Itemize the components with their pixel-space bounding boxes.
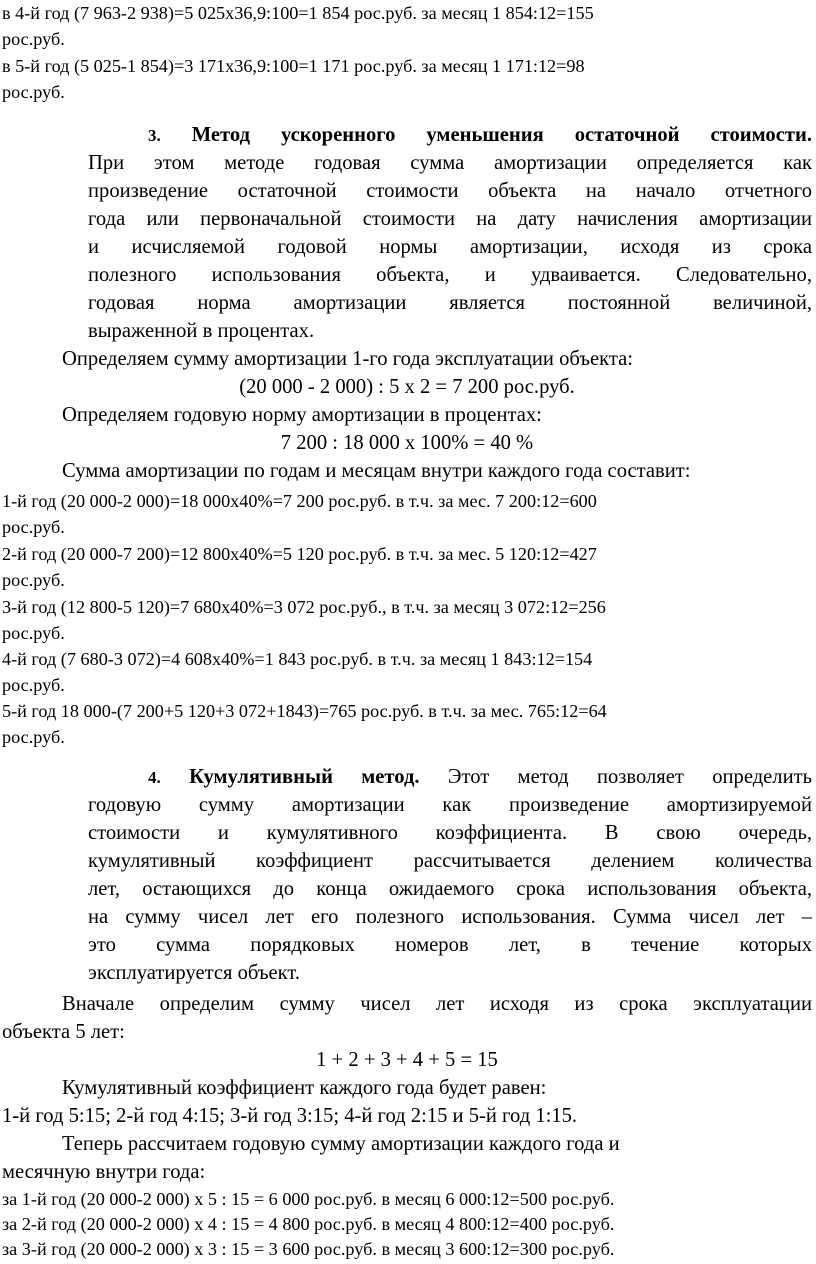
calc-intro: Теперь рассчитаем годовую сумму амортизации каждого года и — [62, 1133, 620, 1155]
text-line: в 5-й год (5 025-1 854)=3 171х36,9:100=1 171 рос.руб. за месяц 1 171:12=98 — [2, 56, 585, 76]
coef-label: Кумулятивный коэффициент каждого года будет равен: — [62, 1077, 547, 1099]
year-line-cont: рос.руб. — [2, 727, 65, 747]
year-line-cont: рос.руб. — [2, 517, 65, 537]
year-line-cont: рос.руб. — [2, 570, 65, 590]
sum-intro: Вначале определим сумму чисел лет исходя из срока эксплуатации — [62, 993, 812, 1015]
paragraph-line: Этот метод позволяет определить — [447, 766, 812, 788]
year-line-cont: рос.руб. — [2, 675, 65, 695]
year-line: 1-й год (20 000-2 000)=18 000х40%=7 200 рос.руб. в т.ч. за мес. 7 200:12=600 — [2, 491, 597, 511]
text-line: в 4-й год (7 963-2 938)=5 025х36,9:100=1 854 рос.руб. за месяц 1 854:12=155 — [2, 3, 594, 23]
calc-row: за 2-й год (20 000-2 000) х 4 : 15 = 4 800 рос.руб. в месяц 4 800:12=400 рос.руб. — [2, 1214, 615, 1234]
paragraph-line: и исчисляемой годовой нормы амортизации, исходя из срока — [88, 236, 812, 258]
section-heading-method-3 — [148, 125, 812, 146]
step-formula: (20 000 - 2 000) : 5 х 2 = 7 200 рос.руб. — [239, 376, 575, 398]
section-title: Метод ускоренного уменьшения остаточной стоимости. — [191, 124, 812, 146]
paragraph-line: При этом методе годовая сумма амортизации определяется как — [88, 152, 812, 174]
year-line: 4-й год (7 680-3 072)=4 608х40%=1 843 рос.руб. в т.ч. за месяц 1 843:12=154 — [2, 649, 593, 669]
paragraph-line: это сумма порядковых номеров лет, в течение которых — [88, 934, 812, 956]
paragraph-line: эксплуатируется объект. — [88, 962, 301, 984]
paragraph-line: выраженной в процентах. — [88, 320, 315, 342]
sum-formula: 1 + 2 + 3 + 4 + 5 = 15 — [316, 1049, 498, 1071]
section-heading-method-4 — [148, 767, 812, 788]
section-number: 3. — [148, 126, 161, 145]
year-line: 2-й год (20 000-7 200)=12 800х40%=5 120 рос.руб. в т.ч. за мес. 5 120:12=427 — [2, 544, 597, 564]
paragraph-line: стоимости и кумулятивного коэффициента. В свою очередь, — [88, 822, 812, 844]
text-line: рос.руб. — [2, 82, 65, 102]
paragraph-line: годовую сумму амортизации как произведение амортизируемой — [88, 794, 812, 816]
step-label: Определяем годовую норму амортизации в процентах: — [62, 404, 542, 426]
paragraph-line: произведение остаточной стоимости объекта на начало отчетного — [88, 180, 812, 202]
paragraph-line: года или первоначальной стоимости на дату начисления амортизации — [88, 208, 812, 230]
step-label: Определяем сумму амортизации 1-го года эксплуатации объекта: — [62, 348, 633, 370]
section-title: Кумулятивный метод. — [189, 766, 420, 788]
calc-intro-cont: месячную внутри года: — [2, 1161, 206, 1183]
years-intro: Сумма амортизации по годам и месяцам внутри каждого года составит: — [62, 460, 691, 482]
paragraph-line: кумулятивный коэффициент рассчитывается делением количества — [88, 850, 812, 872]
section-number: 4. — [148, 768, 161, 787]
paragraph-line: полезного использования объекта, и удваивается. Следовательно, — [88, 264, 812, 286]
year-line: 3-й год (12 800-5 120)=7 680х40%=3 072 рос.руб., в т.ч. за месяц 3 072:12=256 — [2, 597, 606, 617]
year-line: 5-й год 18 000-(7 200+5 120+3 072+1843)=765 рос.руб. в т.ч. за мес. 765:12=64 — [2, 701, 607, 721]
paragraph-line: годовая норма амортизации является постоянной величиной, — [88, 292, 812, 314]
sum-intro-cont: объекта 5 лет: — [2, 1021, 125, 1043]
calc-row: за 1-й год (20 000-2 000) х 5 : 15 = 6 000 рос.руб. в месяц 6 000:12=500 рос.руб. — [2, 1189, 615, 1209]
paragraph-line: на сумму чисел лет его полезного использования. Сумма чисел лет – — [88, 906, 812, 928]
step-formula: 7 200 : 18 000 х 100% = 40 % — [280, 432, 534, 454]
coef-values: 1-й год 5:15; 2-й год 4:15; 3-й год 3:15; 4-й год 2:15 и 5-й год 1:15. — [2, 1105, 578, 1127]
paragraph-line: лет, остающихся до конца ожидаемого срока использования объекта, — [88, 878, 812, 900]
year-line-cont: рос.руб. — [2, 623, 65, 643]
text-line: рос.руб. — [2, 29, 65, 49]
calc-row: за 3-й год (20 000-2 000) х 3 : 15 = 3 600 рос.руб. в месяц 3 600:12=300 рос.руб. — [2, 1239, 615, 1259]
